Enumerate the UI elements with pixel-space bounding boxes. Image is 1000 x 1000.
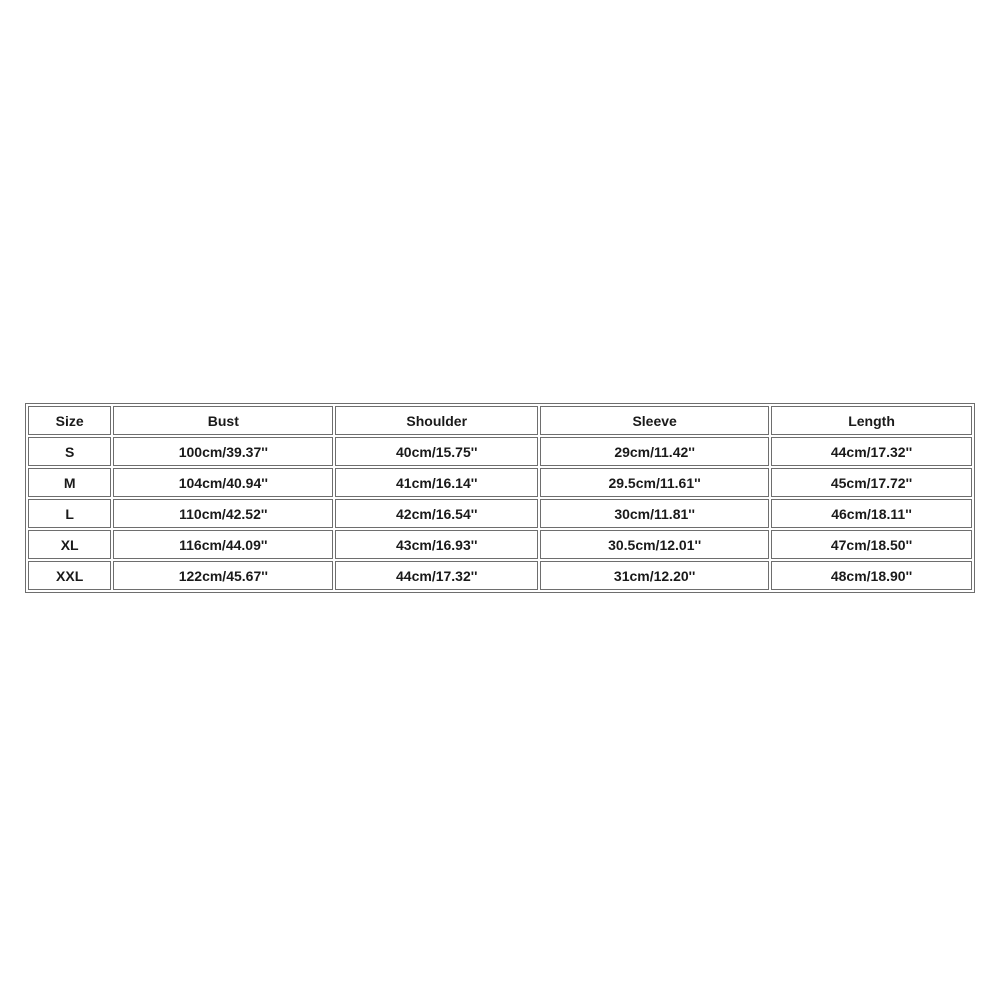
table-row (28, 499, 972, 528)
table-row (28, 437, 972, 466)
cell-size: XXL (28, 561, 111, 590)
header-length: Length (771, 406, 972, 435)
table-row (28, 468, 972, 497)
cell-bust: 100cm/39.37'' (113, 437, 333, 466)
cell-size: S (28, 437, 111, 466)
header-sleeve: Sleeve (540, 406, 769, 435)
cell-length: 46cm/18.11'' (771, 499, 972, 528)
cell-sleeve: 29.5cm/11.61'' (540, 468, 769, 497)
cell-bust: 110cm/42.52'' (113, 499, 333, 528)
cell-length: 45cm/17.72'' (771, 468, 972, 497)
cell-bust: 122cm/45.67'' (113, 561, 333, 590)
cell-length: 47cm/18.50'' (771, 530, 972, 559)
header-row (28, 406, 972, 435)
header-size: Size (28, 406, 111, 435)
header-shoulder: Shoulder (335, 406, 538, 435)
cell-sleeve: 29cm/11.42'' (540, 437, 769, 466)
cell-sleeve: 31cm/12.20'' (540, 561, 769, 590)
cell-size: L (28, 499, 111, 528)
cell-shoulder: 40cm/15.75'' (335, 437, 538, 466)
cell-shoulder: 43cm/16.93'' (335, 530, 538, 559)
cell-shoulder: 41cm/16.14'' (335, 468, 538, 497)
cell-bust: 116cm/44.09'' (113, 530, 333, 559)
header-bust: Bust (113, 406, 333, 435)
size-chart-table (25, 403, 975, 593)
cell-size: M (28, 468, 111, 497)
cell-bust: 104cm/40.94'' (113, 468, 333, 497)
table-row (28, 561, 972, 590)
table-row (28, 530, 972, 559)
cell-shoulder: 42cm/16.54'' (335, 499, 538, 528)
cell-shoulder: 44cm/17.32'' (335, 561, 538, 590)
cell-length: 44cm/17.32'' (771, 437, 972, 466)
cell-size: XL (28, 530, 111, 559)
cell-sleeve: 30cm/11.81'' (540, 499, 769, 528)
cell-length: 48cm/18.90'' (771, 561, 972, 590)
cell-sleeve: 30.5cm/12.01'' (540, 530, 769, 559)
